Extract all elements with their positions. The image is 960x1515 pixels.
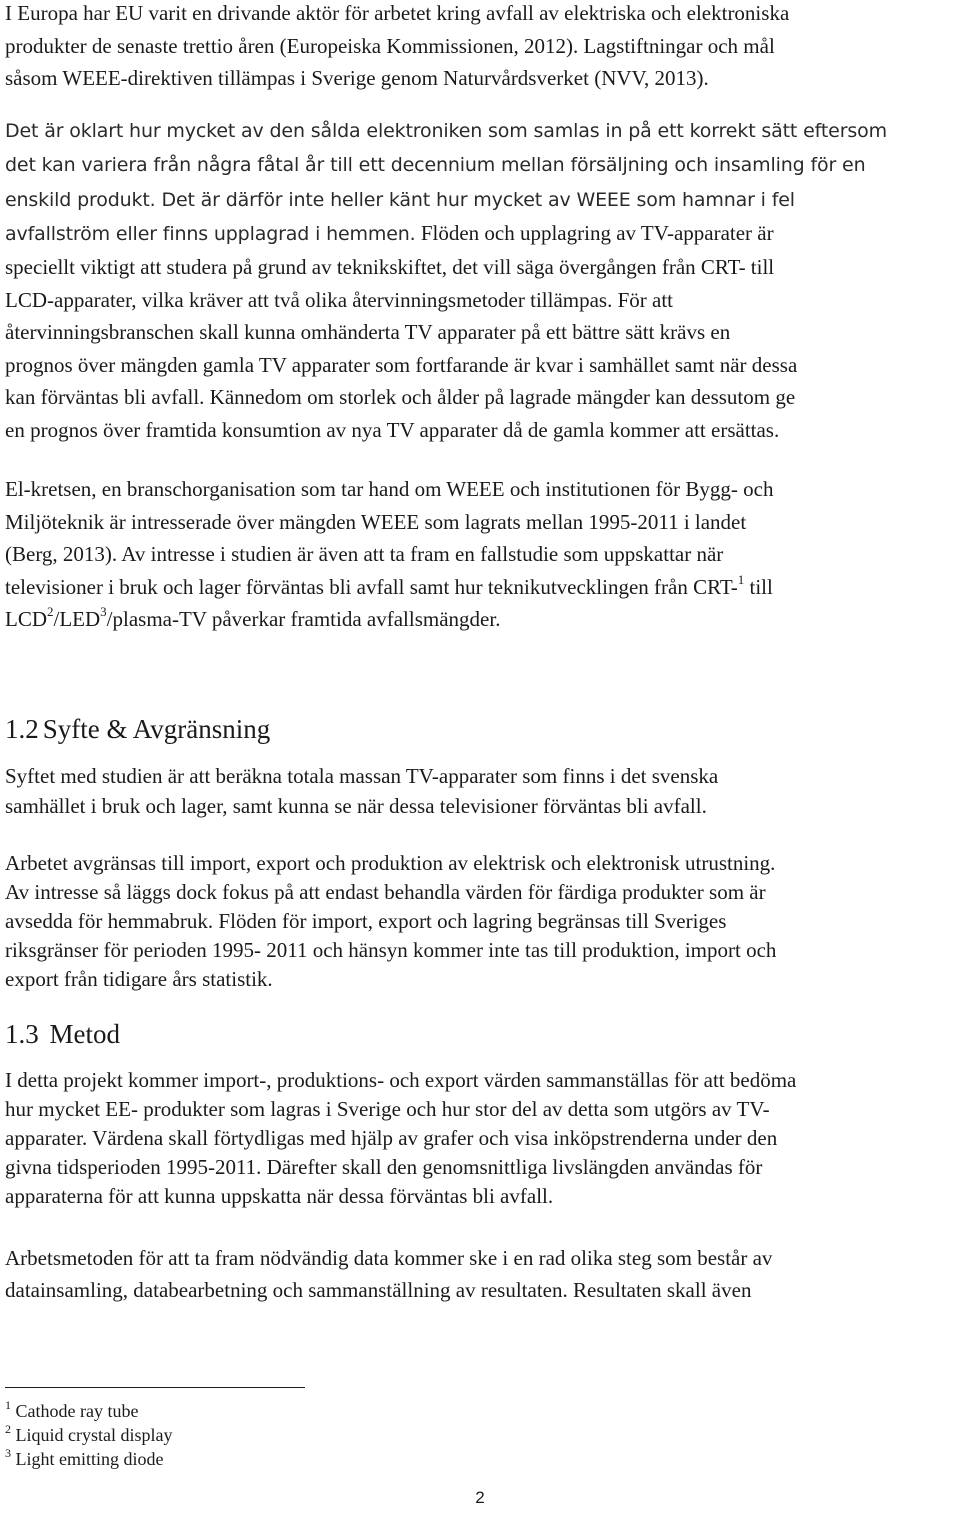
text-line: Av intresse så läggs dock fokus på att endast behandla värden för färdiga produkter som är: [5, 880, 766, 904]
text-line: [5, 182, 957, 217]
footnote-text: Cathode ray tube: [11, 1401, 139, 1421]
footnote-2: [5, 1423, 172, 1447]
footnotes: [5, 1399, 172, 1471]
text-segment: enskild produkt.: [5, 189, 156, 211]
text-line: det kan variera från några fåtal år till ett decennium mellan försäljning och insamling för en: [5, 154, 866, 176]
text-line: [5, 603, 957, 636]
footnote-divider: [5, 1387, 305, 1388]
text-segment: /LED: [53, 607, 101, 631]
page-number: 2: [475, 1488, 485, 1507]
text-line: hur mycket EE- produkter som lagras i Sverige och hur stor del av detta som utgörs av TV-: [5, 1097, 770, 1121]
footnote-text: Liquid crystal display: [11, 1425, 173, 1445]
text-segment: till: [744, 574, 773, 599]
syfte-paragraph: [0, 761, 957, 821]
text-line: datainsamling, databearbetning och sammanställning av resultaten. Resultaten skall även: [5, 1278, 752, 1302]
text-line: apparater. Värdena skall förtydligas med hjälp av grafer och visa inköpstrenderna under den: [5, 1126, 778, 1150]
section-title: Syfte & Avgränsning: [42, 714, 271, 744]
metod-paragraph: [0, 1066, 957, 1211]
text-line: LCD-apparater, vilka kräver att två olika återvinningsmetoder tillämpas. För att: [5, 287, 674, 312]
section-number: 1.3: [5, 1019, 39, 1049]
text-line: I Europa har EU varit en drivande aktör för arbetet kring avfall av elektriska och elektroniska: [5, 1, 790, 25]
text-line: produkter de senaste trettio åren (Europeiska Kommissionen, 2012). Lagstiftningar och mål: [5, 33, 775, 58]
footnote-1: [5, 1399, 172, 1423]
intro-paragraph: [0, 0, 957, 95]
text-line: Syftet med studien är att beräkna totala massan TV-apparater som finns i det svenska: [5, 764, 719, 788]
text-segment: Flöden och upplagring av TV-apparater är: [415, 221, 774, 245]
text-line: återvinningsbranschen skall kunna omhänderta TV apparater på ett bättre sätt krävs en: [5, 320, 731, 344]
text-line: riksgränser för perioden 1995- 2011 och hänsyn kommer inte tas till produktion, import och: [5, 938, 777, 962]
footnote-marker: 3: [5, 1446, 11, 1460]
footnote-text: Light emitting diode: [11, 1449, 164, 1469]
footnote-ref-1[interactable]: 1: [737, 571, 745, 587]
text-line: Arbetsmetoden för att ta fram nödvändig data kommer ske i en rad olika steg som består av: [5, 1246, 773, 1270]
text-segment: televisioner i bruk och lager förväntas bli avfall samt hur teknikutvecklingen från CRT-: [5, 574, 738, 599]
section-heading-1-3: [0, 1016, 120, 1052]
arbetsmetod-paragraph: [0, 1242, 957, 1306]
section-heading-1-2: [0, 711, 270, 747]
text-line: Det är oklart hur mycket av den sålda elektroniken som samlas in på ett korrekt sätt eftersom: [5, 120, 887, 142]
text-line: apparaterna för att kunna uppskatta när dessa förväntas bli avfall.: [5, 1184, 554, 1208]
text-line: Arbetet avgränsas till import, export och produktion av elektrisk och elektronisk utrustning.: [5, 851, 776, 875]
text-line: Miljöteknik är intresserade över mängden WEEE som lagrats mellan 1995-2011 i landet: [5, 509, 747, 534]
text-line: en prognos över framtida konsumtion av nya TV apparater då de gamla kommer att ersättas.: [5, 417, 780, 442]
text-line: I detta projekt kommer import-, produktions- och export värden sammanställas för att bedöma: [5, 1068, 797, 1092]
text-segment: Det är därför inte heller känt hur mycket av WEEE som hamnar i fel: [155, 189, 795, 211]
footnote-3: [5, 1447, 172, 1471]
text-line: samhället i bruk och lager, samt kunna se när dessa televisioner förväntas bli avfall.: [5, 794, 707, 818]
avgransning-paragraph: [0, 849, 957, 994]
footnote-marker: 2: [5, 1422, 11, 1436]
section-title: Metod: [49, 1019, 120, 1049]
text-line: export från tidigare års statistik.: [5, 967, 273, 991]
footnote-ref-3[interactable]: 3: [100, 604, 107, 619]
text-line: [5, 217, 957, 251]
text-segment: LCD: [5, 607, 47, 631]
footnote-marker: 1: [5, 1398, 11, 1412]
text-line: kan förväntas bli avfall. Kännedom om storlek och ålder på lagrade mängder kan dessutom ge: [5, 385, 796, 409]
text-line: El-kretsen, en branschorganisation som tar hand om WEEE och institutionen för Bygg- och: [5, 477, 774, 501]
text-line: (Berg, 2013). Av intresse i studien är även att ta fram en fallstudie som uppskattar när: [5, 542, 724, 566]
text-line: såsom WEEE-direktiven tillämpas i Sverige genom Naturvårdsverket (NVV, 2013).: [5, 66, 709, 90]
section-number: 1.2: [5, 714, 39, 744]
tv-flow-paragraph: [0, 114, 957, 446]
text-line: givna tidsperioden 1995-2011. Därefter skall den genomsnittliga livslängden användas för: [5, 1155, 763, 1179]
footnote-ref-2[interactable]: 2: [47, 604, 54, 619]
text-line: avsedda för hemmabruk. Flöden för import, export och lagring begränsas till Sveriges: [5, 909, 727, 933]
text-segment: /plasma-TV påverkar framtida avfallsmängder.: [106, 607, 501, 631]
text-segment: avfallström eller finns upplagrad i hemmen.: [5, 223, 416, 245]
text-line: prognos över mängden gamla TV apparater som fortfarande är kvar i samhället samt när dessa: [5, 352, 798, 377]
elkretsen-paragraph: [0, 473, 957, 636]
text-line: speciellt viktigt att studera på grund av teknikskiftet, det vill säga övergången från CRT- till: [5, 255, 775, 279]
text-line: [5, 571, 957, 604]
